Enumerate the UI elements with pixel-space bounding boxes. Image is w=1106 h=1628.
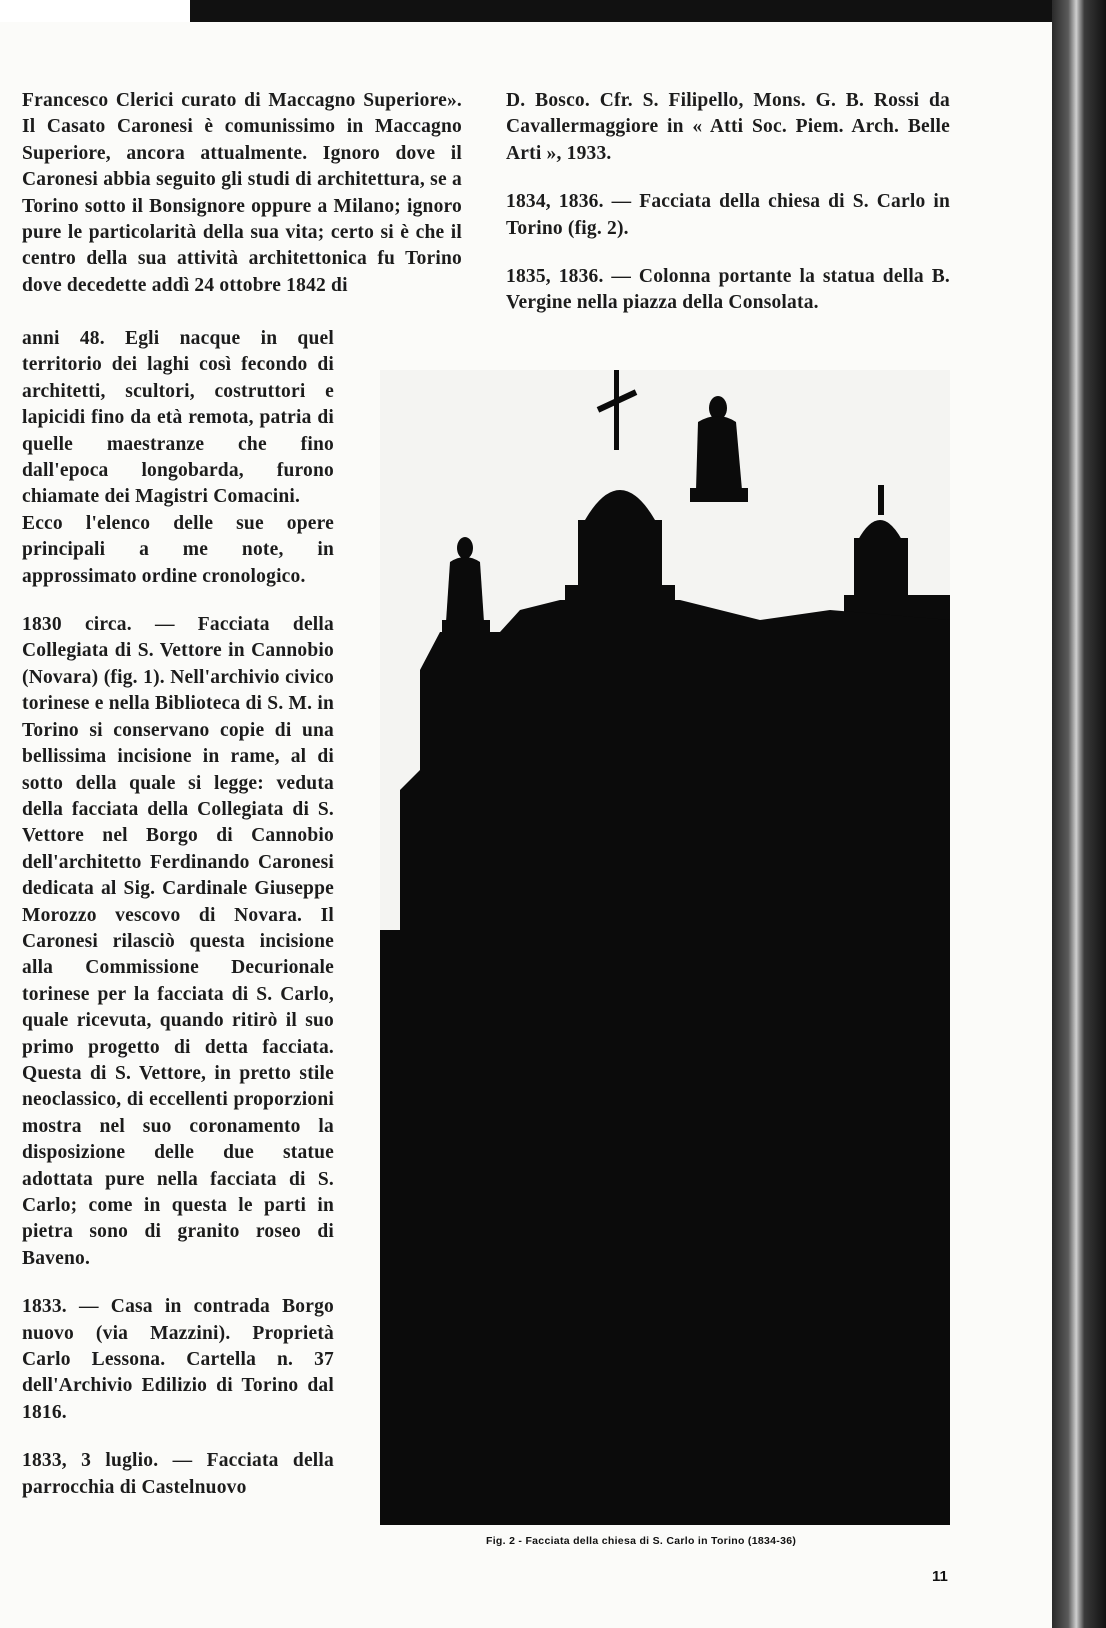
paragraph: anni 48. Egli nacque in quel territorio dei laghi così fecondo di architetti, scultori, costruttori e lapicidi fino da età remota, patria di quelle maestranze che fino dall'epoca longobarda, furono chiamate dei Magistri Comacini. (22, 328, 334, 508)
figure-caption: Fig. 2 - Facciata della chiesa di S. Carlo in Torino (1834-36) (486, 1535, 797, 1547)
paragraph: 1834, 1836. — Facciata della chiesa di S. Carlo in Torino (fig. 2). (506, 191, 950, 239)
right-column (506, 88, 950, 317)
paragraph: 1830 circa. — Facciata della Collegiata di S. Vettore in Cannobio (Novara) (fig. 1). Nell'archivio civico torinese e nella Biblioteca di S. M. in Torino si conservano copie di una bellissima incisione in rame, al di sotto della quale si legge: veduta della facciata della Collegiata di S. Vettore nel Borgo di Cannobio dell'architetto Ferdinando Caronesi dedicata al Sig. Cardinale Giuseppe Morozzo vescovo di Novara. Il Caronesi rilasciò questa incisione alla Commissione Decurionale torinese per la facciata di S. Carlo, quale ricevuta, quando ritirò il suo primo progetto di detta facciata. Questa di S. Vettore, in pretto stile neoclassico, di eccellenti proporzioni mostra nel suo coronamento la disposizione delle due statue adottata pure nella facciata di S. Carlo; come in questa le parti in pietra sono di granito roseo di Baveno. (22, 614, 334, 1269)
paragraph: Ecco l'elenco delle sue opere principali a me note, in approssimato ordine cronologico. (22, 512, 334, 587)
church-silhouette-illustration (380, 370, 950, 1525)
paragraph: D. Bosco. Cfr. S. Filipello, Mons. G. B. Rossi da Cavallermaggiore in « Atti Soc. Piem. Arch. Belle Arti », 1933. (506, 90, 950, 164)
paragraph: Francesco Clerici curato di Maccagno Superiore». Il Casato Caronesi è comunissimo in Maccagno Superiore, ancora attualmente. Ignoro dove il Caronesi abbia seguito gli studi di architettura, se a Torino sotto il Bonsignore oppure a Milano; ignoro pure le particolarità della sua vita; certo si è che il centro della sua attività architettonica fu Torino dove decedette addì 24 ottobre 1842 di (22, 90, 462, 296)
left-column-top (22, 88, 462, 299)
page-number: 11 (932, 1568, 948, 1585)
paragraph: 1833, 3 luglio. — Facciata della parrocchia di Castelnuovo (22, 1450, 334, 1498)
paragraph: 1833. — Casa in contrada Borgo nuovo (via Mazzini). Proprietà Carlo Lessona. Cartella n. 37 dell'Archivio Edilizio di Torino dal 1816. (22, 1296, 334, 1423)
church-facade-photo (380, 370, 950, 1525)
paragraph: 1835, 1836. — Colonna portante la statua della B. Vergine nella piazza della Consolata. (506, 266, 950, 314)
left-column-narrow (22, 326, 334, 1501)
book-spine-edge (1052, 0, 1106, 1628)
